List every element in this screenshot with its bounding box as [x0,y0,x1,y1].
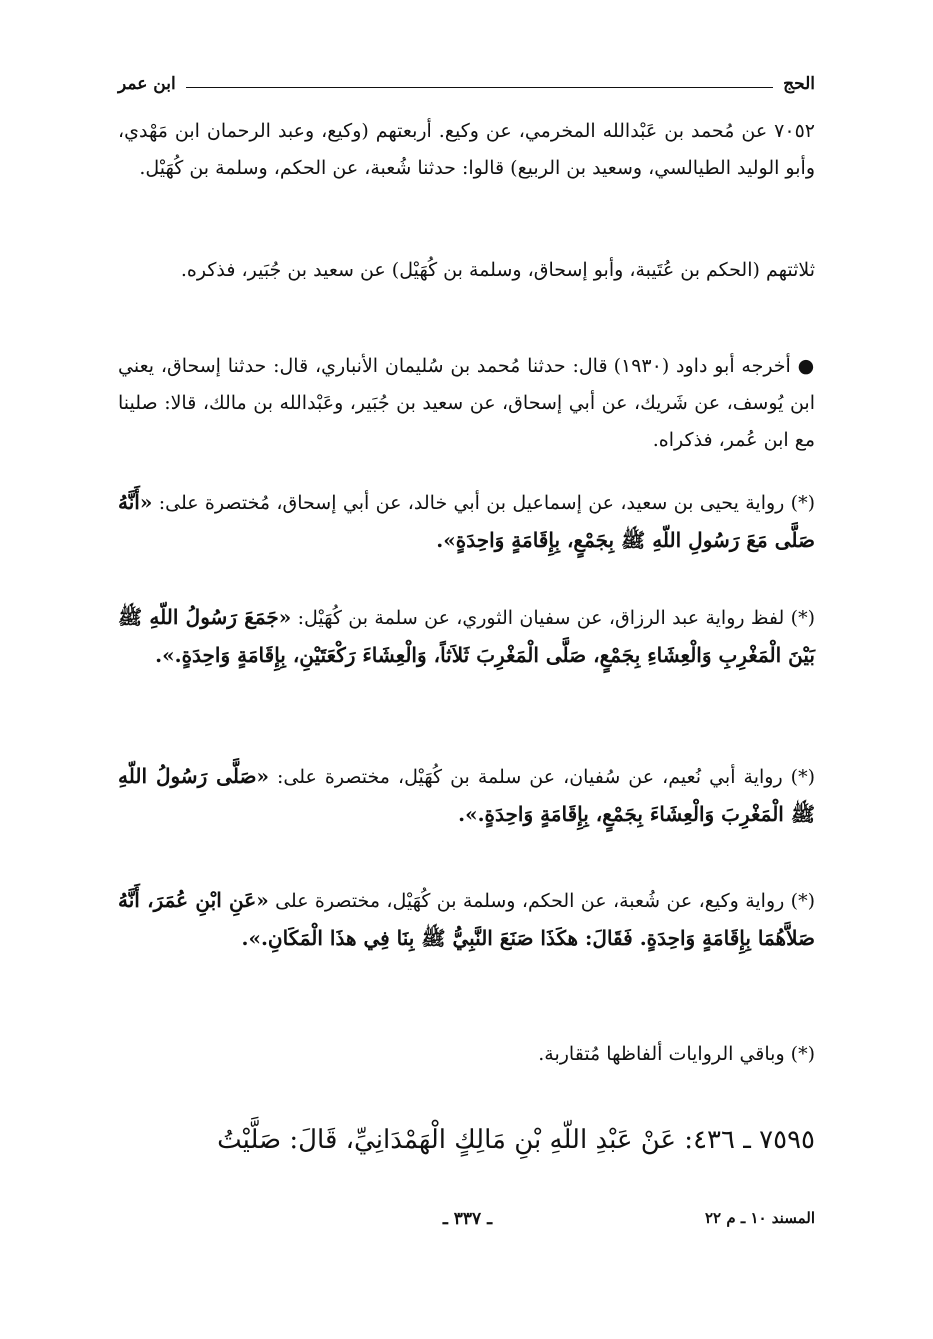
paragraph-text: (*) رواية أبي نُعيم، عن سُفيان، عن سلمة بن كُهَيْل، مختصرة على: [268,766,815,788]
paragraph-text: (*) رواية يحيى بن سعيد، عن إسماعيل بن أبي خالد، عن أبي إسحاق، مُختصرة على: [152,492,815,514]
hadith-quote: «صَلَّى رَسُولُ اللّهِ ﷺ الْمَغْرِبَ وَالْعِشَاءَ بِجَمْعٍ، بِإِقَامَةٍ وَاحِدَةٍ.». [118,764,815,826]
hadith-quote: «عَنِ ابْنِ عُمَرَ، أَنَّهُ صَلاَّهُمَا بِإِقَامَةٍ وَاحِدَةٍ. فَقَالَ: هكَذَا صَنَعَ النَّبِيُّ ﷺ بِنَا فِي هذَا الْمَكَانِ.». [118,888,815,950]
paragraph-text: (*) وباقي الروايات ألفاظها مُتقاربة. [538,1043,815,1065]
paragraph-riwaya-wakee [118,882,815,958]
paragraph-text: (*) رواية وكيع، عن شُعبة، عن الحكم، وسلمة بن كُهَيْل، مختصرة على [268,890,815,912]
signature-mark: المسند ١٠ ـ م ٢٢ [704,1209,815,1227]
header-rule [186,87,773,88]
paragraph-text: (*) لفظ رواية عبد الرزاق، عن سفيان الثوري، عن سلمة بن كُهَيْل: [291,607,815,629]
paragraph-riwaya-abu-nuaym [118,758,815,834]
hadith-quote: «أَنَّهُ صَلَّى مَعَ رَسُولِ اللّهِ ﷺ بِجَمْعٍ، بِإِقَامَةٍ وَاحِدَةٍ». [118,490,815,552]
section-title: ابن عمر [118,74,176,94]
paragraph-remaining [118,1036,815,1073]
hadith-7595-start: ٧٥٩٥ ـ ٤٣٦: عَنْ عَبْدِ اللّهِ بْنِ مَالِكٍ الْهَمْدَانِيِّ، قَالَ: صَلَّيْتُ [217,1125,815,1155]
chapter-title: الحج [783,74,815,94]
paragraph-text: ٧٠٥٢ عن مُحمد بن عَبْدالله المخرمي، عن وكيع. أربعتهم (وكيع، وعبد الرحمان ابن مَهْدي، وأبو الوليد الطيالسي، وسعيد بن الربيع) قالوا: حدثنا شُعبة، عن الحكم، وسلمة بن كُهَيْل. [118,120,815,179]
running-header [118,70,815,98]
paragraph-text: ● أخرجه أبو داود (١٩٣٠) قال: حدثنا مُحمد بن سُليمان الأنباري، قال: حدثنا إسحاق، يعني ابن يُوسف، عن شَريك، عن أبي إسحاق، عن سعيد بن جُبَير، وعَبْدالله بن مالك، قالا: صلينا مع ابن عُمر، فذكراه. [118,355,815,451]
paragraph-riwaya-yahya [118,484,815,560]
paragraph-hadith-7052 [118,113,815,187]
paragraph-abu-dawud [118,348,815,459]
paragraph-chain [118,252,815,289]
paragraph-riwaya-abdulrazzaq [118,599,815,675]
page-footer [120,1209,815,1233]
page-number: ـ ٣٣٧ ـ [442,1209,493,1229]
paragraph-text: ثلاثتهم (الحكم بن عُتَيبة، وأبو إسحاق، وسلمة بن كُهَيْل) عن سعيد بن جُبَير، فذكره. [180,259,815,281]
hadith-quote: «جَمَعَ رَسُولُ اللّهِ ﷺ بَيْنَ الْمَغْرِبِ وَالْعِشَاءِ بِجَمْعٍ، صَلَّى الْمَغْرِبَ ثَلاَثاً، وَالْعِشَاءَ رَكْعَتَيْنِ، بِإِقَامَةٍ وَاحِدَةٍ.». [118,605,815,667]
